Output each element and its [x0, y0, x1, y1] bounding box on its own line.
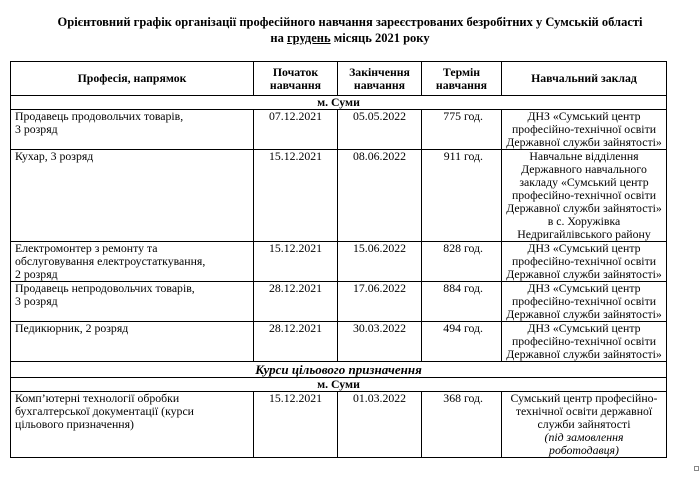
title-month: грудень	[286, 31, 331, 45]
header-institution: Навчальний заклад	[502, 62, 667, 96]
institution-cell: Сумський центр професійно- технічної освіти державної служби зайнятості (під замовлення роботодавця)	[502, 392, 667, 458]
institution-cell: ДНЗ «Сумський центр професійно-технічної освіти Державної служби зайнятості»	[502, 322, 667, 362]
term-cell: 775 год.	[422, 110, 502, 150]
table-header-row	[11, 62, 667, 96]
profession-cell: Продавець непродовольчих товарів, 3 розряд	[11, 282, 254, 322]
table-row	[11, 392, 667, 458]
end-date-cell: 08.06.2022	[338, 150, 422, 242]
title-line-2: на грудень місяць 2021 року	[270, 31, 430, 45]
resize-handle-icon	[694, 466, 699, 471]
institution-cell: ДНЗ «Сумський центр професійно-технічної освіти Державної служби зайнятості»	[502, 242, 667, 282]
start-date-cell: 15.12.2021	[254, 242, 338, 282]
header-term: Термін навчання	[422, 62, 502, 96]
header-end: Закінчення навчання	[338, 62, 422, 96]
header-start: Початок навчання	[254, 62, 338, 96]
end-date-cell: 05.05.2022	[338, 110, 422, 150]
end-date-cell: 15.06.2022	[338, 242, 422, 282]
profession-cell: Продавець продовольчих товарів, 3 розряд	[11, 110, 254, 150]
profession-cell: Електромонтер з ремонту та обслуговування електроустаткування, 2 розряд	[11, 242, 254, 282]
employer-order-note: роботодавця)	[549, 443, 619, 457]
term-cell: 494 год.	[422, 322, 502, 362]
institution-cell: ДНЗ «Сумський центр професійно-технічної освіти Державної служби зайнятості»	[502, 282, 667, 322]
city-row: м. Суми	[11, 96, 667, 110]
table-row	[11, 110, 667, 150]
header-profession: Професія, напрямок	[11, 62, 254, 96]
institution-cell: ДНЗ «Сумський центр професійно-технічної освіти Державної служби зайнятості»	[502, 110, 667, 150]
employer-order-note: (під замовлення	[544, 430, 624, 444]
table-row	[11, 282, 667, 322]
term-cell: 884 год.	[422, 282, 502, 322]
title-line-1: Орієнтовний графік організації професійного навчання зареєстрованих безробітних у Сумській області	[57, 15, 643, 29]
document-title	[0, 14, 700, 46]
training-schedule-table	[10, 61, 667, 458]
table-row	[11, 242, 667, 282]
start-date-cell: 07.12.2021	[254, 110, 338, 150]
start-date-cell: 28.12.2021	[254, 322, 338, 362]
start-date-cell: 28.12.2021	[254, 282, 338, 322]
table-row	[11, 322, 667, 362]
section-title: Курси цільового призначення	[11, 362, 667, 378]
end-date-cell: 30.03.2022	[338, 322, 422, 362]
term-cell: 368 год.	[422, 392, 502, 458]
term-cell: 828 год.	[422, 242, 502, 282]
profession-cell: Педикюрник, 2 розряд	[11, 322, 254, 362]
profession-cell: Комп’ютерні технології обробки бухгалтерської документації (курси цільового призначення)	[11, 392, 254, 458]
start-date-cell: 15.12.2021	[254, 150, 338, 242]
city-row: м. Суми	[11, 378, 667, 392]
institution-cell: Навчальне відділення Державного навчального закладу «Сумський центр професійно-технічної освіти Державної служби зайнятості» в с. Хоружівка Недригайлівського району	[502, 150, 667, 242]
table-row	[11, 150, 667, 242]
end-date-cell: 17.06.2022	[338, 282, 422, 322]
term-cell: 911 год.	[422, 150, 502, 242]
section-row	[11, 362, 667, 378]
profession-cell: Кухар, 3 розряд	[11, 150, 254, 242]
start-date-cell: 15.12.2021	[254, 392, 338, 458]
end-date-cell: 01.03.2022	[338, 392, 422, 458]
